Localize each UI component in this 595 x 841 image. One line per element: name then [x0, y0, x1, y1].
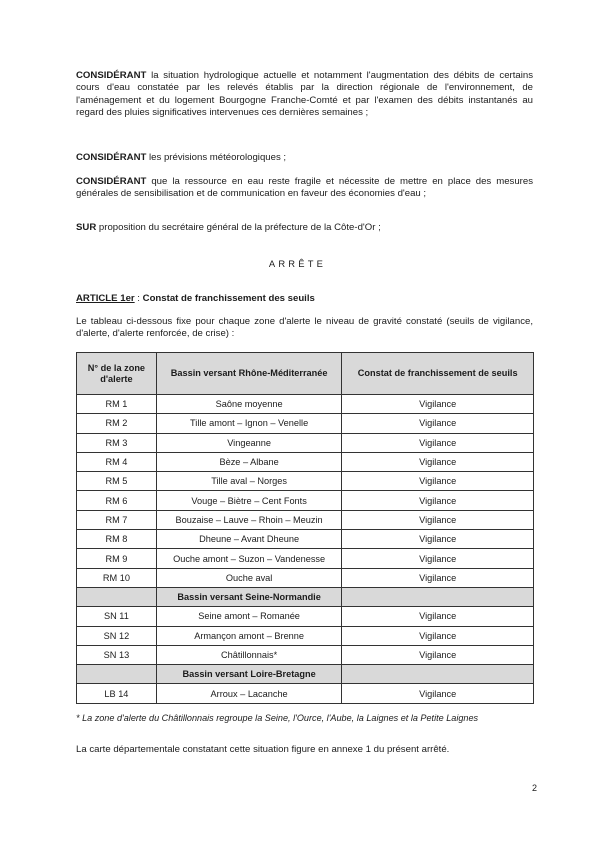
table-row — [77, 395, 534, 414]
table-row — [77, 510, 534, 529]
section-title-seine: Bassin versant Seine-Normandie — [156, 587, 342, 606]
zone-status: Vigilance — [342, 510, 534, 529]
zone-code: RM 9 — [77, 549, 157, 568]
table-row — [77, 452, 534, 471]
considerant-meteo: CONSIDÉRANT les prévisions météorologiques ; — [76, 152, 287, 163]
table-row — [77, 491, 534, 510]
page-number: 2 — [531, 783, 537, 793]
zone-name: Tille amont – Ignon – Venelle — [156, 414, 342, 433]
zone-name: Ouche aval — [156, 568, 342, 587]
zone-name: Armançon amont – Brenne — [156, 626, 342, 645]
section-row-seine — [77, 587, 534, 606]
table-row — [77, 549, 534, 568]
table-row — [77, 568, 534, 587]
zone-code: LB 14 — [77, 684, 157, 703]
zone-status: Vigilance — [342, 491, 534, 510]
article-intro: Le tableau ci-dessous fixe pour chaque zone d'alerte le niveau de gravité constaté (seuils de vigilance, d'alerte, d'alerte renforcée, de crise) : — [76, 316, 533, 340]
zone-code: RM 1 — [77, 395, 157, 414]
zone-code: RM 4 — [77, 452, 157, 471]
zone-name: Vouge – Biètre – Cent Fonts — [156, 491, 342, 510]
table-row — [77, 472, 534, 491]
zone-name: Seine amont – Romanée — [156, 607, 342, 626]
zone-status: Vigilance — [342, 645, 534, 664]
zone-status: Vigilance — [342, 472, 534, 491]
considerant-ressource: CONSIDÉRANT que la ressource en eau reste fragile et nécessite de mettre en place des mesures générales de sensibilisation et de communication en faveur des économies d'eau ; — [76, 176, 533, 200]
zone-code: SN 13 — [77, 645, 157, 664]
zone-code: RM 7 — [77, 510, 157, 529]
article-label: ARTICLE 1er — [76, 293, 135, 304]
table-row — [77, 645, 534, 664]
seuils-table — [76, 352, 534, 704]
header-zone: N° de la zone d'alerte — [77, 353, 157, 395]
table-row — [77, 626, 534, 645]
zone-name: Tille aval – Norges — [156, 472, 342, 491]
header-constat: Constat de franchissement de seuils — [342, 353, 534, 395]
zone-code: RM 6 — [77, 491, 157, 510]
zone-name: Vingeanne — [156, 433, 342, 452]
arrete-title: ARRÊTE — [268, 258, 327, 269]
zone-status: Vigilance — [342, 607, 534, 626]
zone-code: SN 12 — [77, 626, 157, 645]
article-separator: : — [134, 293, 143, 304]
zone-status: Vigilance — [342, 684, 534, 703]
zone-name: Bouzaise – Lauve – Rhoin – Meuzin — [156, 510, 342, 529]
zone-code: RM 3 — [77, 433, 157, 452]
zone-code: SN 11 — [77, 607, 157, 626]
zone-name: Bèze – Albane — [156, 452, 342, 471]
footnote: * La zone d'alerte du Châtillonnais regroupe la Seine, l'Ource, l'Aube, la Laignes et la Petite Laignes — [76, 713, 479, 723]
table-row — [77, 530, 534, 549]
zone-status: Vigilance — [342, 395, 534, 414]
table-row — [77, 607, 534, 626]
header-bassin: Bassin versant Rhône-Méditerranée — [156, 353, 342, 395]
table-row — [77, 684, 534, 703]
section-title-loire: Bassin versant Loire-Bretagne — [156, 665, 342, 684]
considerant-hydrology: CONSIDÉRANT la situation hydrologique actuelle et notamment l'augmentation des débits de certains cours d'eau constatée par les relevés établis par la direction régionale de l'environnement, de l'aménagement et du logement Bourgogne Franche-Comté et par l'examen des débits instantanés au regard des pluies significatives intervenues ces dernières semaines ; — [76, 70, 533, 118]
zone-status: Vigilance — [342, 549, 534, 568]
article-title: Constat de franchissement des seuils — [142, 293, 315, 304]
zone-code: RM 10 — [77, 568, 157, 587]
zone-code: RM 2 — [77, 414, 157, 433]
closing-sentence: La carte départementale constatant cette situation figure en annexe 1 du présent arrêté. — [76, 744, 450, 755]
zone-status: Vigilance — [342, 452, 534, 471]
zone-name: Saône moyenne — [156, 395, 342, 414]
zone-name: Ouche amont – Suzon – Vandenesse — [156, 549, 342, 568]
article-heading — [76, 293, 315, 304]
zone-status: Vigilance — [342, 626, 534, 645]
table-row — [77, 414, 534, 433]
table-header-row — [77, 353, 534, 395]
zone-status: Vigilance — [342, 414, 534, 433]
zone-code: RM 8 — [77, 530, 157, 549]
sur-proposition: SUR proposition du secrétaire général de la préfecture de la Côte-d'Or ; — [76, 222, 381, 233]
zone-status: Vigilance — [342, 568, 534, 587]
section-row-loire — [77, 665, 534, 684]
zone-name: Châtillonnais* — [156, 645, 342, 664]
zone-code: RM 5 — [77, 472, 157, 491]
zone-name: Dheune – Avant Dheune — [156, 530, 342, 549]
zone-status: Vigilance — [342, 530, 534, 549]
table-row — [77, 433, 534, 452]
zone-name: Arroux – Lacanche — [156, 684, 342, 703]
zone-status: Vigilance — [342, 433, 534, 452]
